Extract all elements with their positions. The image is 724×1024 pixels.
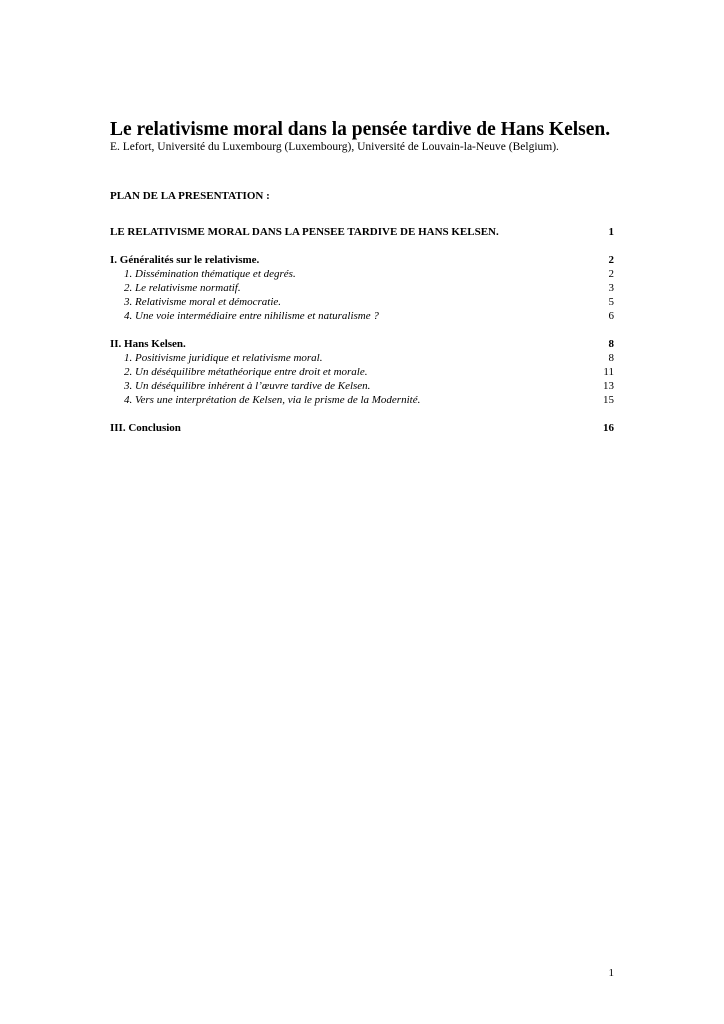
toc-entry-label: 2. Le relativisme normatif. (124, 282, 241, 294)
toc-entry-page: 1 (608, 226, 614, 238)
toc-entry-page: 13 (603, 380, 614, 392)
toc-entry-label: LE RELATIVISME MORAL DANS LA PENSEE TARDIVE DE HANS KELSEN. (110, 226, 499, 238)
toc-entry-page: 8 (608, 352, 614, 364)
toc-entry-page: 11 (603, 366, 614, 378)
toc-entry-page: 8 (608, 338, 614, 350)
toc-subentry[interactable] (110, 379, 614, 393)
toc-subentry[interactable] (110, 281, 614, 295)
document-title: Le relativisme moral dans la pensée tardive de Hans Kelsen. (110, 119, 611, 140)
table-of-contents (110, 225, 614, 435)
toc-entry-page: 5 (608, 296, 614, 308)
toc-section-2[interactable] (110, 337, 614, 351)
toc-entry-page: 3 (608, 282, 614, 294)
toc-entry-page: 15 (603, 394, 614, 406)
toc-entry-main-title[interactable] (110, 225, 614, 239)
toc-entry-label: 3. Relativisme moral et démocratie. (124, 296, 282, 308)
page-content (110, 0, 614, 1024)
toc-entry-page: 2 (608, 268, 614, 280)
author-affiliation: E. Lefort, Université du Luxembourg (Luxembourg), Université de Louvain-la-Neuve (Belgium). (110, 141, 559, 153)
toc-entry-label: II. Hans Kelsen. (110, 338, 186, 350)
toc-subentry[interactable] (110, 295, 614, 309)
toc-entry-label: I. Généralités sur le relativisme. (110, 254, 260, 266)
page-number: 1 (608, 967, 614, 979)
toc-section-3[interactable] (110, 421, 614, 435)
toc-entry-label: 2. Un déséquilibre métathéorique entre droit et morale. (124, 366, 368, 378)
toc-subentry[interactable] (110, 309, 614, 323)
toc-entry-label: 3. Un déséquilibre inhérent à l’œuvre tardive de Kelsen. (124, 380, 371, 392)
toc-subentry[interactable] (110, 393, 614, 407)
toc-subentry[interactable] (110, 365, 614, 379)
toc-entry-page: 16 (603, 422, 614, 434)
toc-section-1[interactable] (110, 253, 614, 267)
toc-entry-label: 4. Une voie intermédiaire entre nihilisme et naturalisme ? (124, 310, 379, 322)
toc-subentry[interactable] (110, 267, 614, 281)
toc-entry-label: 1. Dissémination thématique et degrés. (124, 268, 296, 280)
toc-entry-label: III. Conclusion (110, 422, 181, 434)
toc-subentry[interactable] (110, 351, 614, 365)
toc-entry-page: 6 (608, 310, 614, 322)
plan-heading: PLAN DE LA PRESENTATION : (110, 190, 270, 202)
toc-entry-label: 1. Positivisme juridique et relativisme moral. (124, 352, 323, 364)
toc-entry-page: 2 (608, 254, 614, 266)
toc-entry-label: 4. Vers une interprétation de Kelsen, via le prisme de la Modernité. (124, 394, 421, 406)
